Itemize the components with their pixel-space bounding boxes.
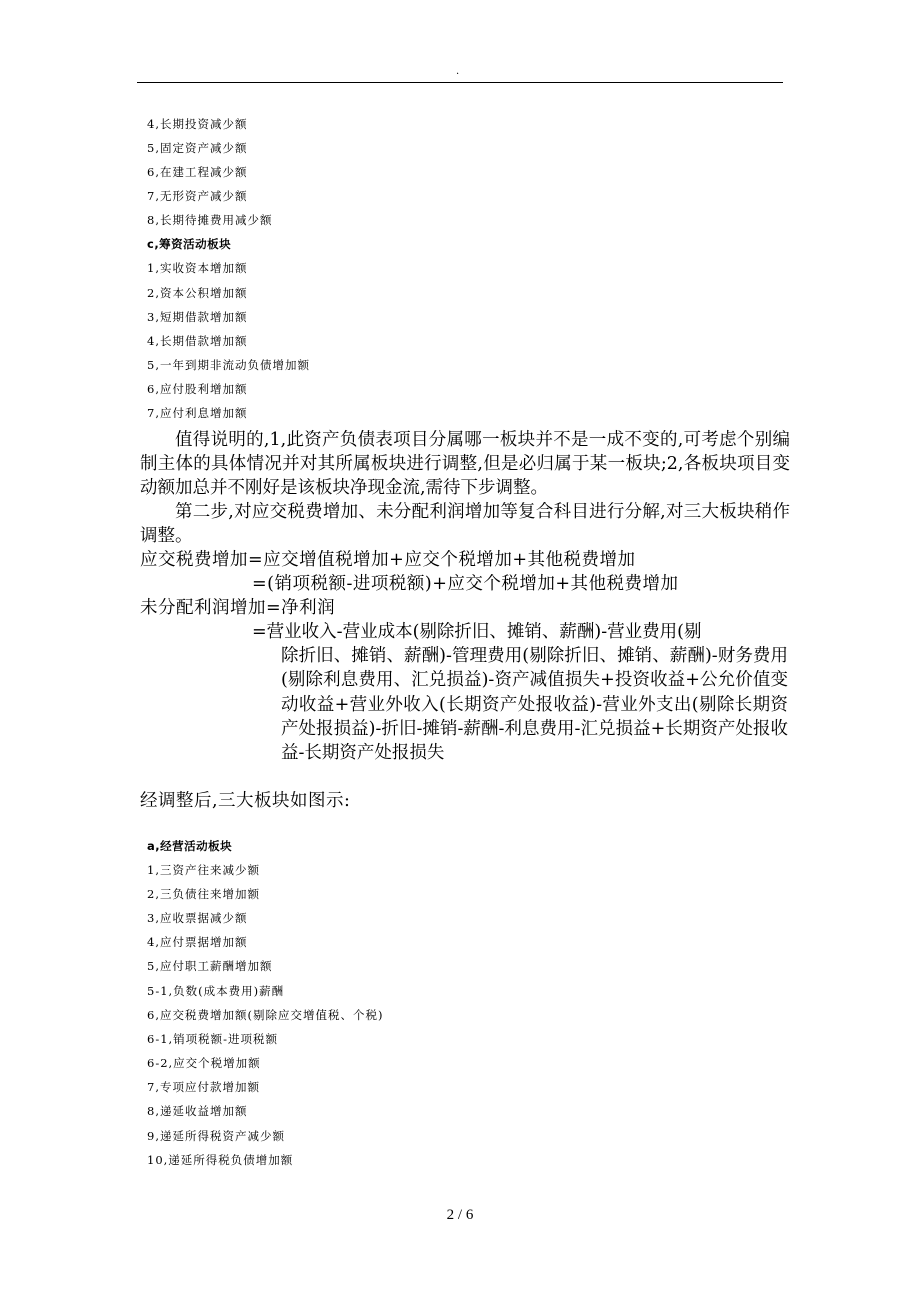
- list-item: 7,应付利息增加额: [147, 406, 248, 420]
- page-number: 2 / 6: [446, 1207, 474, 1223]
- list-item: 6-2,应交个税增加额: [147, 1056, 261, 1070]
- list-item: 2,三负债往来增加额: [147, 887, 260, 901]
- list-item: 4,长期投资减少额: [147, 117, 248, 131]
- list-item: 5-1,负数(成本费用)薪酬: [147, 984, 285, 998]
- list-item: 4,应付票据增加额: [147, 935, 248, 949]
- list-item: 7,专项应付款增加额: [147, 1080, 260, 1094]
- profit-equation-rest: 除折旧、摊销、薪酬)-管理费用(剔除折旧、摊销、薪酬)-财务费用(剔除利息费用、汇兑损益)-资产减值损失+投资收益+公允价值变动收益+营业外收入(长期资产处报收益)-营业外支出(剔除长期资产处报损益)-折旧-摊销-薪酬-利息费用-汇兑损益+长期资产处报收益-长期资产处报损失: [281, 646, 788, 764]
- tax-equation-line2: =(销项税额-进项税额)+应交个税增加+其他税费增加: [252, 574, 679, 594]
- profit-equation-first: =营业收入-营业成本(剔除折旧、摊销、薪酬)-营业费用(剔: [252, 622, 702, 642]
- section-c-title: c,筹资活动板块: [147, 237, 232, 251]
- list-item: 6,在建工程减少额: [147, 165, 248, 179]
- list-item: 6-1,销项税额-进项税额: [147, 1032, 279, 1046]
- after-adjust-text: 经调整后,三大板块如图示:: [140, 791, 351, 811]
- step2-paragraph: 第二步,对应交税费增加、未分配利润增加等复合科目进行分解,对三大板块稍作调整。: [140, 502, 790, 546]
- tax-equation-line1: 应交税费增加=应交增值税增加+应交个税增加+其他税费增加: [140, 550, 636, 570]
- profit-equation-line1: 未分配利润增加=净利润: [140, 598, 336, 618]
- list-item: 8,递延收益增加额: [147, 1104, 248, 1118]
- list-item: 5,一年到期非流动负债增加额: [147, 358, 310, 372]
- list-item: 10,递延所得税负债增加额: [147, 1153, 294, 1167]
- profit-equation-block: [252, 620, 788, 765]
- list-item: 2,资本公积增加额: [147, 286, 248, 300]
- list-item: 5,固定资产减少额: [147, 141, 248, 155]
- list-item: 6,应付股利增加额: [147, 382, 248, 396]
- section-a-title: a,经营活动板块: [147, 839, 233, 853]
- list-item: 3,应收票据减少额: [147, 911, 248, 925]
- header-rule: [137, 82, 783, 83]
- list-item: 3,短期借款增加额: [147, 310, 248, 324]
- note-paragraph: 值得说明的,1,此资产负债表项目分属哪一板块并不是一成不变的,可考虑个别编制主体的具体情况并对其所属板块进行调整,但是必归属于某一板块;2,各板块项目变动额加总并不刚好是该板块净现金流,需待下步调整。: [140, 430, 790, 498]
- list-item: 9,递延所得税资产减少额: [147, 1129, 285, 1143]
- list-item: 1,三资产往来减少额: [147, 863, 260, 877]
- note-paragraph-block: [140, 428, 790, 548]
- list-item: 1,实收资本增加额: [147, 261, 248, 275]
- list-item: 5,应付职工薪酬增加额: [147, 959, 273, 973]
- list-item: 6,应交税费增加额(剔除应交增值税、个税): [147, 1008, 384, 1022]
- list-item: 7,无形资产减少额: [147, 189, 248, 203]
- list-item: 4,长期借款增加额: [147, 334, 248, 348]
- list-item: 8,长期待摊费用减少额: [147, 213, 273, 227]
- header-dot: .: [456, 66, 460, 77]
